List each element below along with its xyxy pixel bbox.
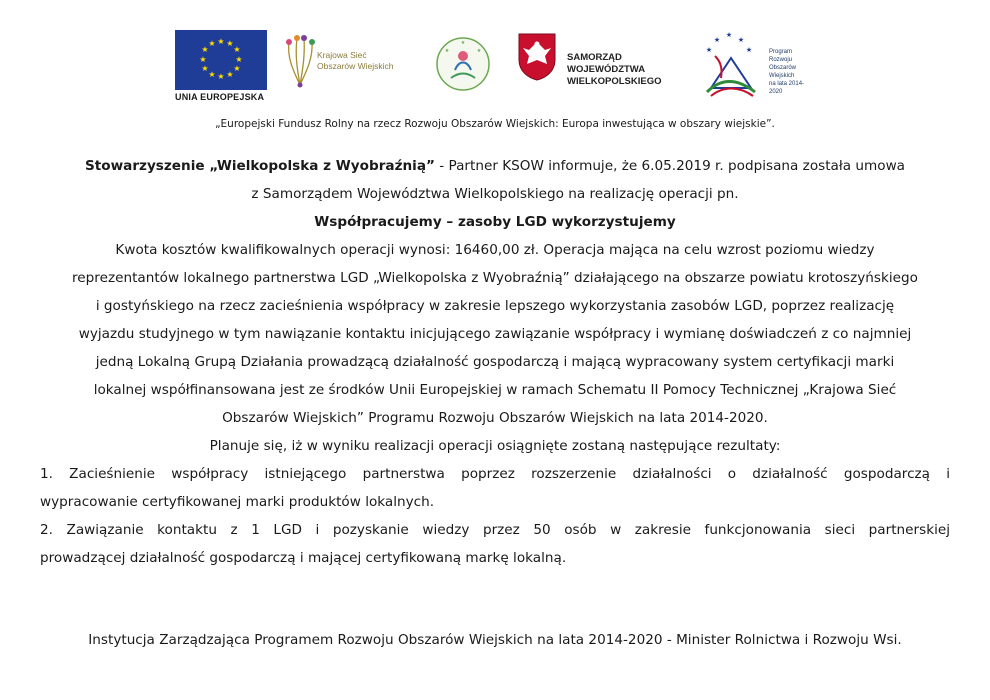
result-2-line1: 2. Zawiązanie kontaktu z 1 LGD i pozyskanie wiedzy przez 50 osób w zakresie funkcjonowania sieci partnerskiej xyxy=(40,522,950,538)
logo-bar xyxy=(175,30,815,110)
svg-text:★: ★ xyxy=(226,70,234,79)
svg-text:★: ★ xyxy=(235,55,243,64)
prow-line5: na lata 2014-2020 xyxy=(769,81,805,95)
svg-text:★: ★ xyxy=(217,72,225,81)
ksow-flower-icon xyxy=(283,30,317,90)
prow-emblem-icon xyxy=(697,30,767,102)
body-line6: lokalnej współfinansowana jest ze środków Unii Europejskiej w ramach Schematu II Pomocy Technicznej „Krajowa Sieć xyxy=(93,382,897,398)
samorzad-line1: SAMORZĄD WOJEWÓDZTWA xyxy=(567,52,646,75)
planned-results-intro: Planuje się, iż w wyniku realizacji operacji osiągnięte zostaną następujące rezultaty: xyxy=(209,438,781,454)
result-2-line2: prowadzącej działalność gospodarczą i mającej certyfikowaną markę lokalną. xyxy=(40,550,567,566)
ksow-text-line2: Obszarów Wiejskich xyxy=(317,61,394,71)
footer-text: Instytucja Zarządzająca Programem Rozwoju Obszarów Wiejskich na lata 2014-2020 - Minister Rolnictwa i Rozwoju Wsi. xyxy=(88,632,902,648)
eu-caption: UNIA EUROPEJSKA xyxy=(175,92,265,102)
samorzad-line2: WIELKOPOLSKIEGO xyxy=(567,76,662,87)
samorzad-logo xyxy=(515,30,685,90)
eu-flag-icon xyxy=(175,30,267,90)
result-1-line1: 1. Zacieśnienie współpracy istniejącego partnerstwa poprzez rozszerzenie działalności o działalność gospodarczą i xyxy=(40,466,950,482)
result-1-line2: wypracowanie certyfikowanej marki produktów lokalnych. xyxy=(40,494,435,510)
ksow-text-line1: Krajowa Sieć xyxy=(317,50,367,60)
motto: „Europejski Fundusz Rolny na rzecz Rozwoju Obszarów Wiejskich: Europa inwestująca w obszary wiejskie”. xyxy=(215,118,775,130)
intro-line1-rest: - Partner KSOW informuje, że 6.05.2019 r. podpisana została umowa xyxy=(434,158,906,174)
svg-text:★: ★ xyxy=(208,70,216,79)
prow-line3: Obszarów xyxy=(769,65,797,71)
svg-text:★: ★ xyxy=(217,37,225,46)
body-line7: Obszarów Wiejskich” Programu Rozwoju Obszarów Wiejskich na lata 2014-2020. xyxy=(222,410,768,426)
prow-line1: Program xyxy=(769,49,793,55)
svg-text:★: ★ xyxy=(226,39,234,48)
intro-line1 xyxy=(40,152,950,180)
body-line2: reprezentantów lokalnego partnerstwa LGD „Wielkopolska z Wyobraźnią” działającego na obszarze powiatu krotoszyńskiego xyxy=(72,270,918,286)
svg-text:★: ★ xyxy=(460,40,466,46)
svg-text:★: ★ xyxy=(444,48,450,54)
svg-text:★: ★ xyxy=(233,45,241,54)
operation-title: Współpracujemy – zasoby LGD wykorzystujemy xyxy=(314,214,676,230)
svg-text:★: ★ xyxy=(476,48,482,54)
ksow-logo xyxy=(283,30,413,102)
prow-line4: Wiejskich xyxy=(769,73,795,79)
announcement-body xyxy=(40,152,950,572)
svg-text:★: ★ xyxy=(745,46,753,54)
svg-text:★: ★ xyxy=(199,55,207,64)
body-line1: Kwota kosztów kwalifikowalnych operacji wynosi: 16460,00 zł. Operacja mająca na celu wzrost poziomu wiedzy xyxy=(115,242,875,258)
leader-emblem-icon xyxy=(433,30,493,102)
prow-logo xyxy=(697,30,817,102)
svg-text:★: ★ xyxy=(201,45,209,54)
svg-text:★: ★ xyxy=(725,31,733,39)
svg-text:★: ★ xyxy=(705,46,713,54)
body-line5: jedną Lokalną Grupą Działania prowadzącą działalność gospodarczą i mającą wypracowany system certyfikacji marki xyxy=(95,354,895,370)
eagle-crest-icon xyxy=(515,30,559,82)
eu-logo xyxy=(175,30,267,102)
svg-text:★: ★ xyxy=(737,36,745,44)
leader-logo xyxy=(433,30,493,102)
body-line4: wyjazdu studyjnego w tym nawiązanie kontaktu inicjującego zawiązanie współpracy i wymianę doświadczeń z co najmniej xyxy=(78,326,912,342)
svg-text:★: ★ xyxy=(208,39,216,48)
intro-line2: z Samorządem Województwa Wielkopolskiego na realizację operacji pn. xyxy=(251,186,739,202)
org-name: Stowarzyszenie „Wielkopolska z Wyobraźnią” xyxy=(84,158,435,174)
prow-line2: Rozwoju xyxy=(769,57,793,63)
svg-text:★: ★ xyxy=(201,64,209,73)
svg-text:★: ★ xyxy=(233,64,241,73)
body-line3: i gostyńskiego na rzecz zacieśnienia współpracy w zakresie lepszego wykorzystania zasobów LGD, poprzez realizację xyxy=(95,298,895,314)
svg-text:★: ★ xyxy=(713,36,721,44)
